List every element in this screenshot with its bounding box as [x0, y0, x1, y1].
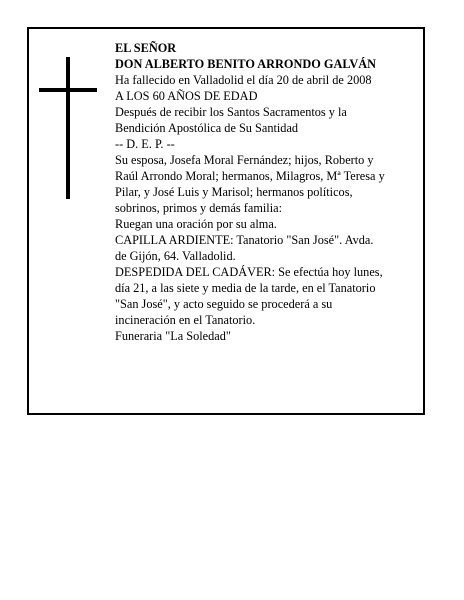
farewell-line-3: "San José", y acto seguido se procederá a su: [115, 297, 333, 311]
death-date-line: Ha fallecido en Valladolid el día 20 de abril de 2008: [115, 73, 372, 87]
sacraments-line-2: Bendición Apostólica de Su Santidad: [115, 121, 299, 135]
family-line-4: sobrinos, primos y demás familia:: [115, 201, 283, 215]
notice-heading-title: EL SEÑOR: [115, 41, 177, 55]
deceased-name: DON ALBERTO BENITO ARRONDO GALVÁN: [115, 57, 377, 71]
sacraments-line-1: Después de recibir los Santos Sacramentos y la: [115, 105, 347, 119]
farewell-line-2: día 21, a las siete y media de la tarde, en el Tanatorio: [115, 281, 376, 295]
family-line-2: Raúl Arrondo Moral; hermanos, Milagros, Mª Teresa y: [115, 169, 385, 183]
obituary-notice: [27, 27, 425, 415]
rip-line: -- D. E. P. --: [115, 137, 175, 151]
cross-vertical-bar: [66, 57, 70, 199]
cross-icon: [39, 57, 97, 199]
cross-horizontal-bar: [39, 88, 97, 92]
notice-text: [115, 40, 423, 344]
farewell-line-1: DESPEDIDA DEL CADÁVER: Se efectúa hoy lunes,: [115, 265, 383, 279]
farewell-line-4: incineración en el Tanatorio.: [115, 313, 256, 327]
chapel-line-2: de Gijón, 64. Valladolid.: [115, 249, 236, 263]
prayer-request-line: Ruegan una oración por su alma.: [115, 217, 277, 231]
funeral-home-line: Funeraria "La Soledad": [115, 329, 231, 343]
family-line-3: Pilar, y José Luis y Marisol; hermanos políticos,: [115, 185, 353, 199]
chapel-line-1: CAPILLA ARDIENTE: Tanatorio "San José". Avda.: [115, 233, 374, 247]
family-line-1: Su esposa, Josefa Moral Fernández; hijos, Roberto y: [115, 153, 374, 167]
age-line: A LOS 60 AÑOS DE EDAD: [115, 89, 258, 103]
